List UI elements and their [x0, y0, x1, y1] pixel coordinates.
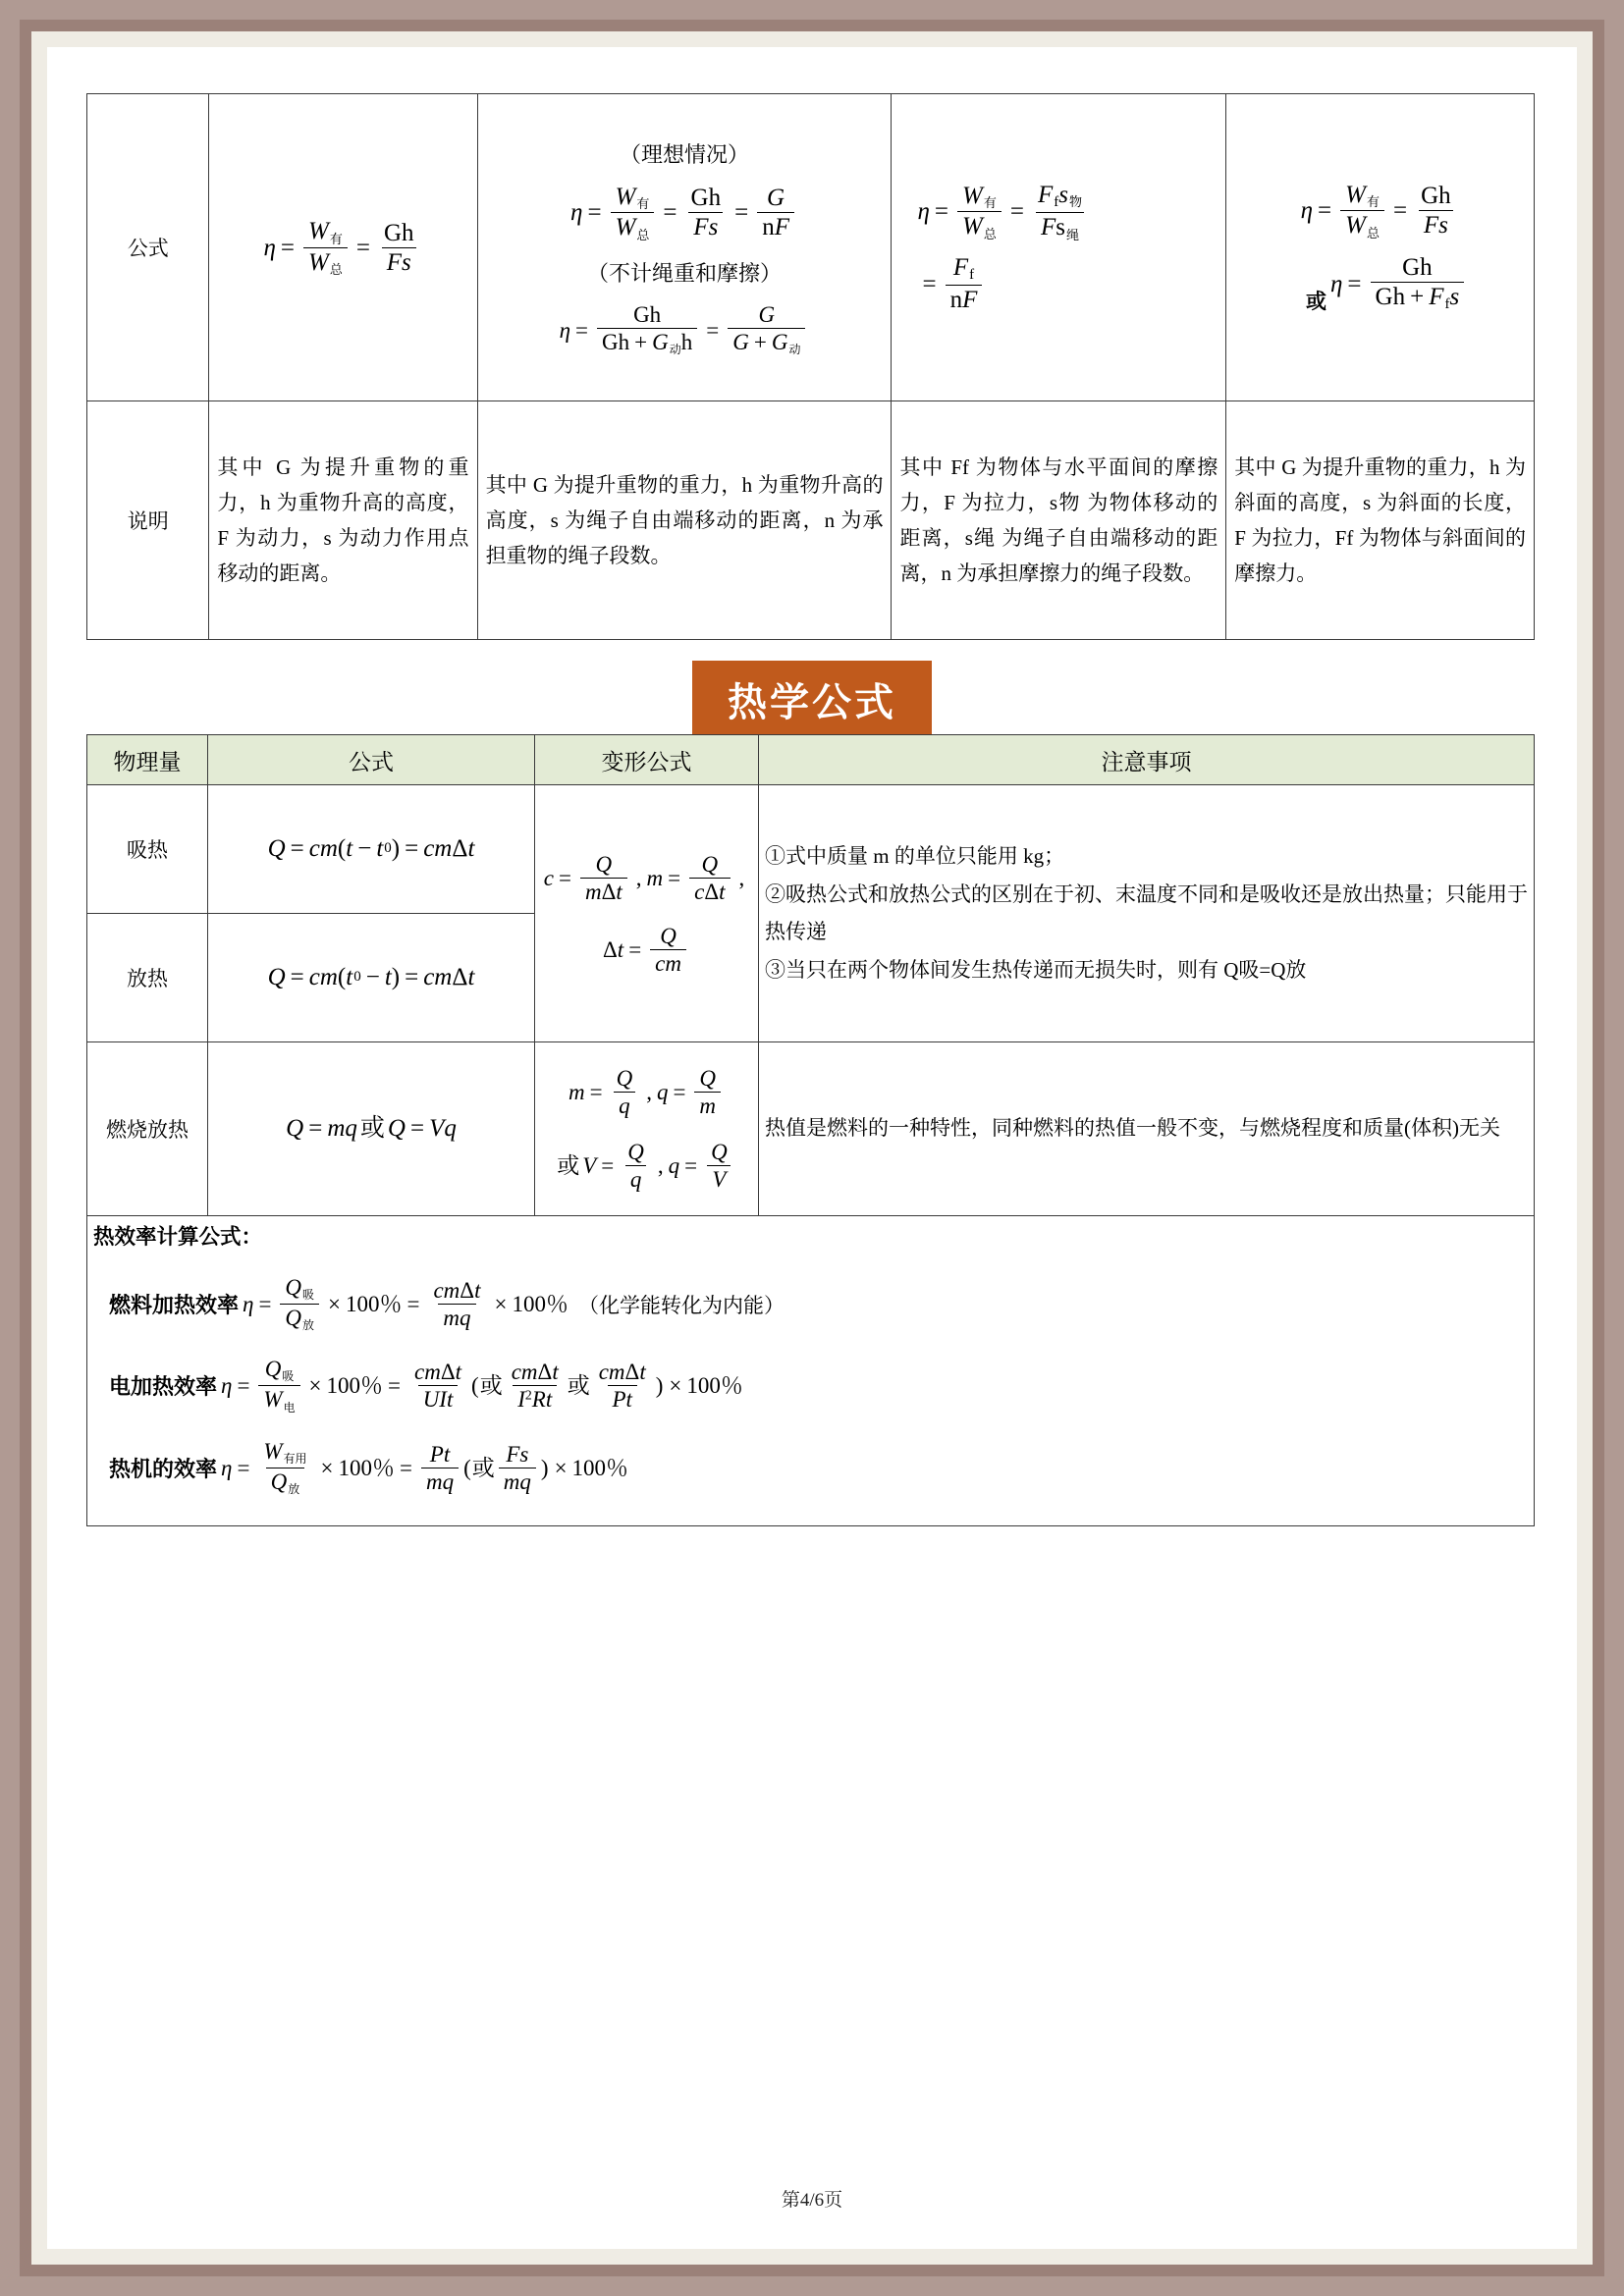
label-or: 或	[1306, 290, 1327, 314]
formula-eta-pulley-alt: η = $\frac{Gh}{Gh + G_动h}$ = $\frac{G}{G + G_动}$	[560, 303, 810, 356]
formula-eta-incline: η = $\frac{W_有}{W_总}$ = $\frac{Gh}{Fs}$	[1301, 183, 1460, 240]
formula-eta-friction-alt: = $\frac{F_f}{nF}$	[917, 255, 986, 313]
formula-combustion: Q = mq 或 Q = Vq	[208, 1042, 535, 1216]
section-banner	[47, 661, 1577, 740]
table-row-efficiency	[87, 1216, 1535, 1526]
page-footer: 第4/6页	[781, 2190, 843, 2211]
note-line-1: ①式中质量 m 的单位只能用 kg；	[765, 843, 1065, 868]
quantity-absorb: 吸热	[87, 785, 208, 914]
formula-eta-pulley: η = $\frac{W_有}{W_总}$ = $\frac{Gh}{Fs}$ = $\frac{G}{nF}$	[570, 185, 798, 241]
hint-no-rope-friction: （不计绳重和摩擦）	[587, 260, 783, 286]
formula-eta-lever: η = $\frac{W_有}{W_总}$ = $\frac{Gh}{Fs}$	[263, 219, 422, 276]
table-row-absorb-heat	[87, 785, 1535, 914]
formula-release: Q = cm ( t 0 − t ) = cm Δ t	[208, 914, 535, 1042]
efficiency-fuel-label: 燃料加热效率	[109, 1293, 240, 1318]
note-pulley: 其中 G 为提升重物的重力，h 为重物升高的高度，s 为绳子自由端移动的距离，n 为承担重物的绳子段数。	[477, 401, 892, 640]
formula-cell-lever	[209, 94, 477, 401]
thermal-formula-table	[86, 734, 1535, 1526]
row-label-formula: 公式	[87, 94, 209, 401]
derived-heat-formulas	[535, 785, 759, 1042]
table-row-note	[87, 401, 1535, 640]
efficiency-engine-label: 热机的效率	[109, 1456, 218, 1481]
formula-eta-friction: η = $\frac{W_有}{W_总}$ = $\frac{F_fs_物}{Fs_绳}$	[917, 181, 1082, 242]
notes-heat	[759, 785, 1535, 1042]
formula-cell-incline	[1226, 94, 1535, 401]
row-label-note: 说明	[87, 401, 209, 640]
header-derived: 变形公式	[535, 735, 759, 785]
efficiency-electric: 电加热效率 η = $\frac{Q_吸}{W_电}$ × 100％ = $\frac{\text{cmΔt}}{\text{UIt}}$ ( 或 $\frac{\text{cmΔt}}{I^2Rt}$ 或 $\frac{\text{cmΔt}}{Pt}$ ) × 100％	[109, 1357, 743, 1415]
document-sheet	[47, 47, 1577, 2249]
efficiency-section	[87, 1216, 1535, 1526]
table-header-row	[87, 735, 1535, 785]
derived-combustion-formulas	[535, 1042, 759, 1216]
table-row-combustion	[87, 1042, 1535, 1216]
efficiency-fuel-suffix: （化学能转化为内能）	[577, 1293, 785, 1317]
efficiency-electric-label: 电加热效率	[109, 1374, 218, 1400]
derived-c-m: c = $\frac{Q}{\text{mΔt}}$ , m = $\frac{Q}{\text{cΔt}}$ ,	[543, 851, 745, 904]
banner-title: 热学公式	[692, 661, 932, 740]
efficiency-engine: 热机的效率 η = $\frac{W_{有用}}{Q_放}$ × 100％ = $\frac{Pt}{mq}$ ( 或 $\frac{Fs}{mq}$ ) × 100％	[109, 1438, 629, 1496]
hint-ideal-case: （理想情况）	[620, 141, 750, 167]
mechanical-efficiency-table	[86, 93, 1535, 640]
header-quantity: 物理量	[87, 735, 208, 785]
derived-delta-t: Δ t = $\frac{Q}{cm}$	[603, 925, 690, 975]
quantity-release: 放热	[87, 914, 208, 1042]
page-canvas	[47, 47, 1577, 2249]
header-notes: 注意事项	[759, 735, 1535, 785]
note-friction: 其中 Ff 为物体与水平面间的摩擦力，F 为拉力，s物 为物体移动的距离，s绳 为绳子自由端移动的距离，n 为承担摩擦力的绳子段数。	[892, 401, 1226, 640]
quantity-combustion: 燃烧放热	[87, 1042, 208, 1216]
derived-m-q: m = $\frac{Q}{q}$ , q = $\frac{Q}{m}$	[568, 1067, 725, 1117]
formula-cell-friction	[892, 94, 1226, 401]
note-incline: 其中 G 为提升重物的重力，h 为斜面的高度，s 为斜面的长度，F 为拉力，Ff 为物体与斜面间的摩擦力。	[1226, 401, 1535, 640]
page-border	[20, 20, 1604, 2276]
efficiency-title: 热效率计算公式：	[93, 1225, 263, 1249]
derived-v-q: 或 V = $\frac{Q}{q}$ , q = $\frac{Q}{V}$	[557, 1141, 736, 1191]
note-line-3: ③当只在两个物体间发生热传递而无损失时，则有 Q吸=Q放	[765, 957, 1307, 982]
formula-absorb: Q = cm ( t − t 0 ) = cm Δ t	[208, 785, 535, 914]
notes-combustion: 热值是燃料的一种特性，同种燃料的热值一般不变，与燃烧程度和质量(体积)无关	[759, 1042, 1535, 1216]
efficiency-fuel: 燃料加热效率 η = $\frac{Q_吸}{Q_放}$ × 100％ = $\frac{\text{cmΔt}}{mq}$ × 100％ （化学能转化为内能）	[109, 1275, 785, 1333]
header-formula: 公式	[208, 735, 535, 785]
note-lever: 其中 G 为提升重物的重力，h 为重物升高的高度，F 为动力，s 为动力作用点移动的距离。	[209, 401, 477, 640]
formula-cell-pulley	[477, 94, 892, 401]
formula-eta-incline-alt: 或 η = $\frac{Gh}{Gh + F_fs}$	[1306, 255, 1468, 313]
table-row-formula	[87, 94, 1535, 401]
note-line-2: ②吸热公式和放热公式的区别在于初、末温度不同和是吸收还是放出热量；只能用于热传递	[765, 882, 1528, 943]
